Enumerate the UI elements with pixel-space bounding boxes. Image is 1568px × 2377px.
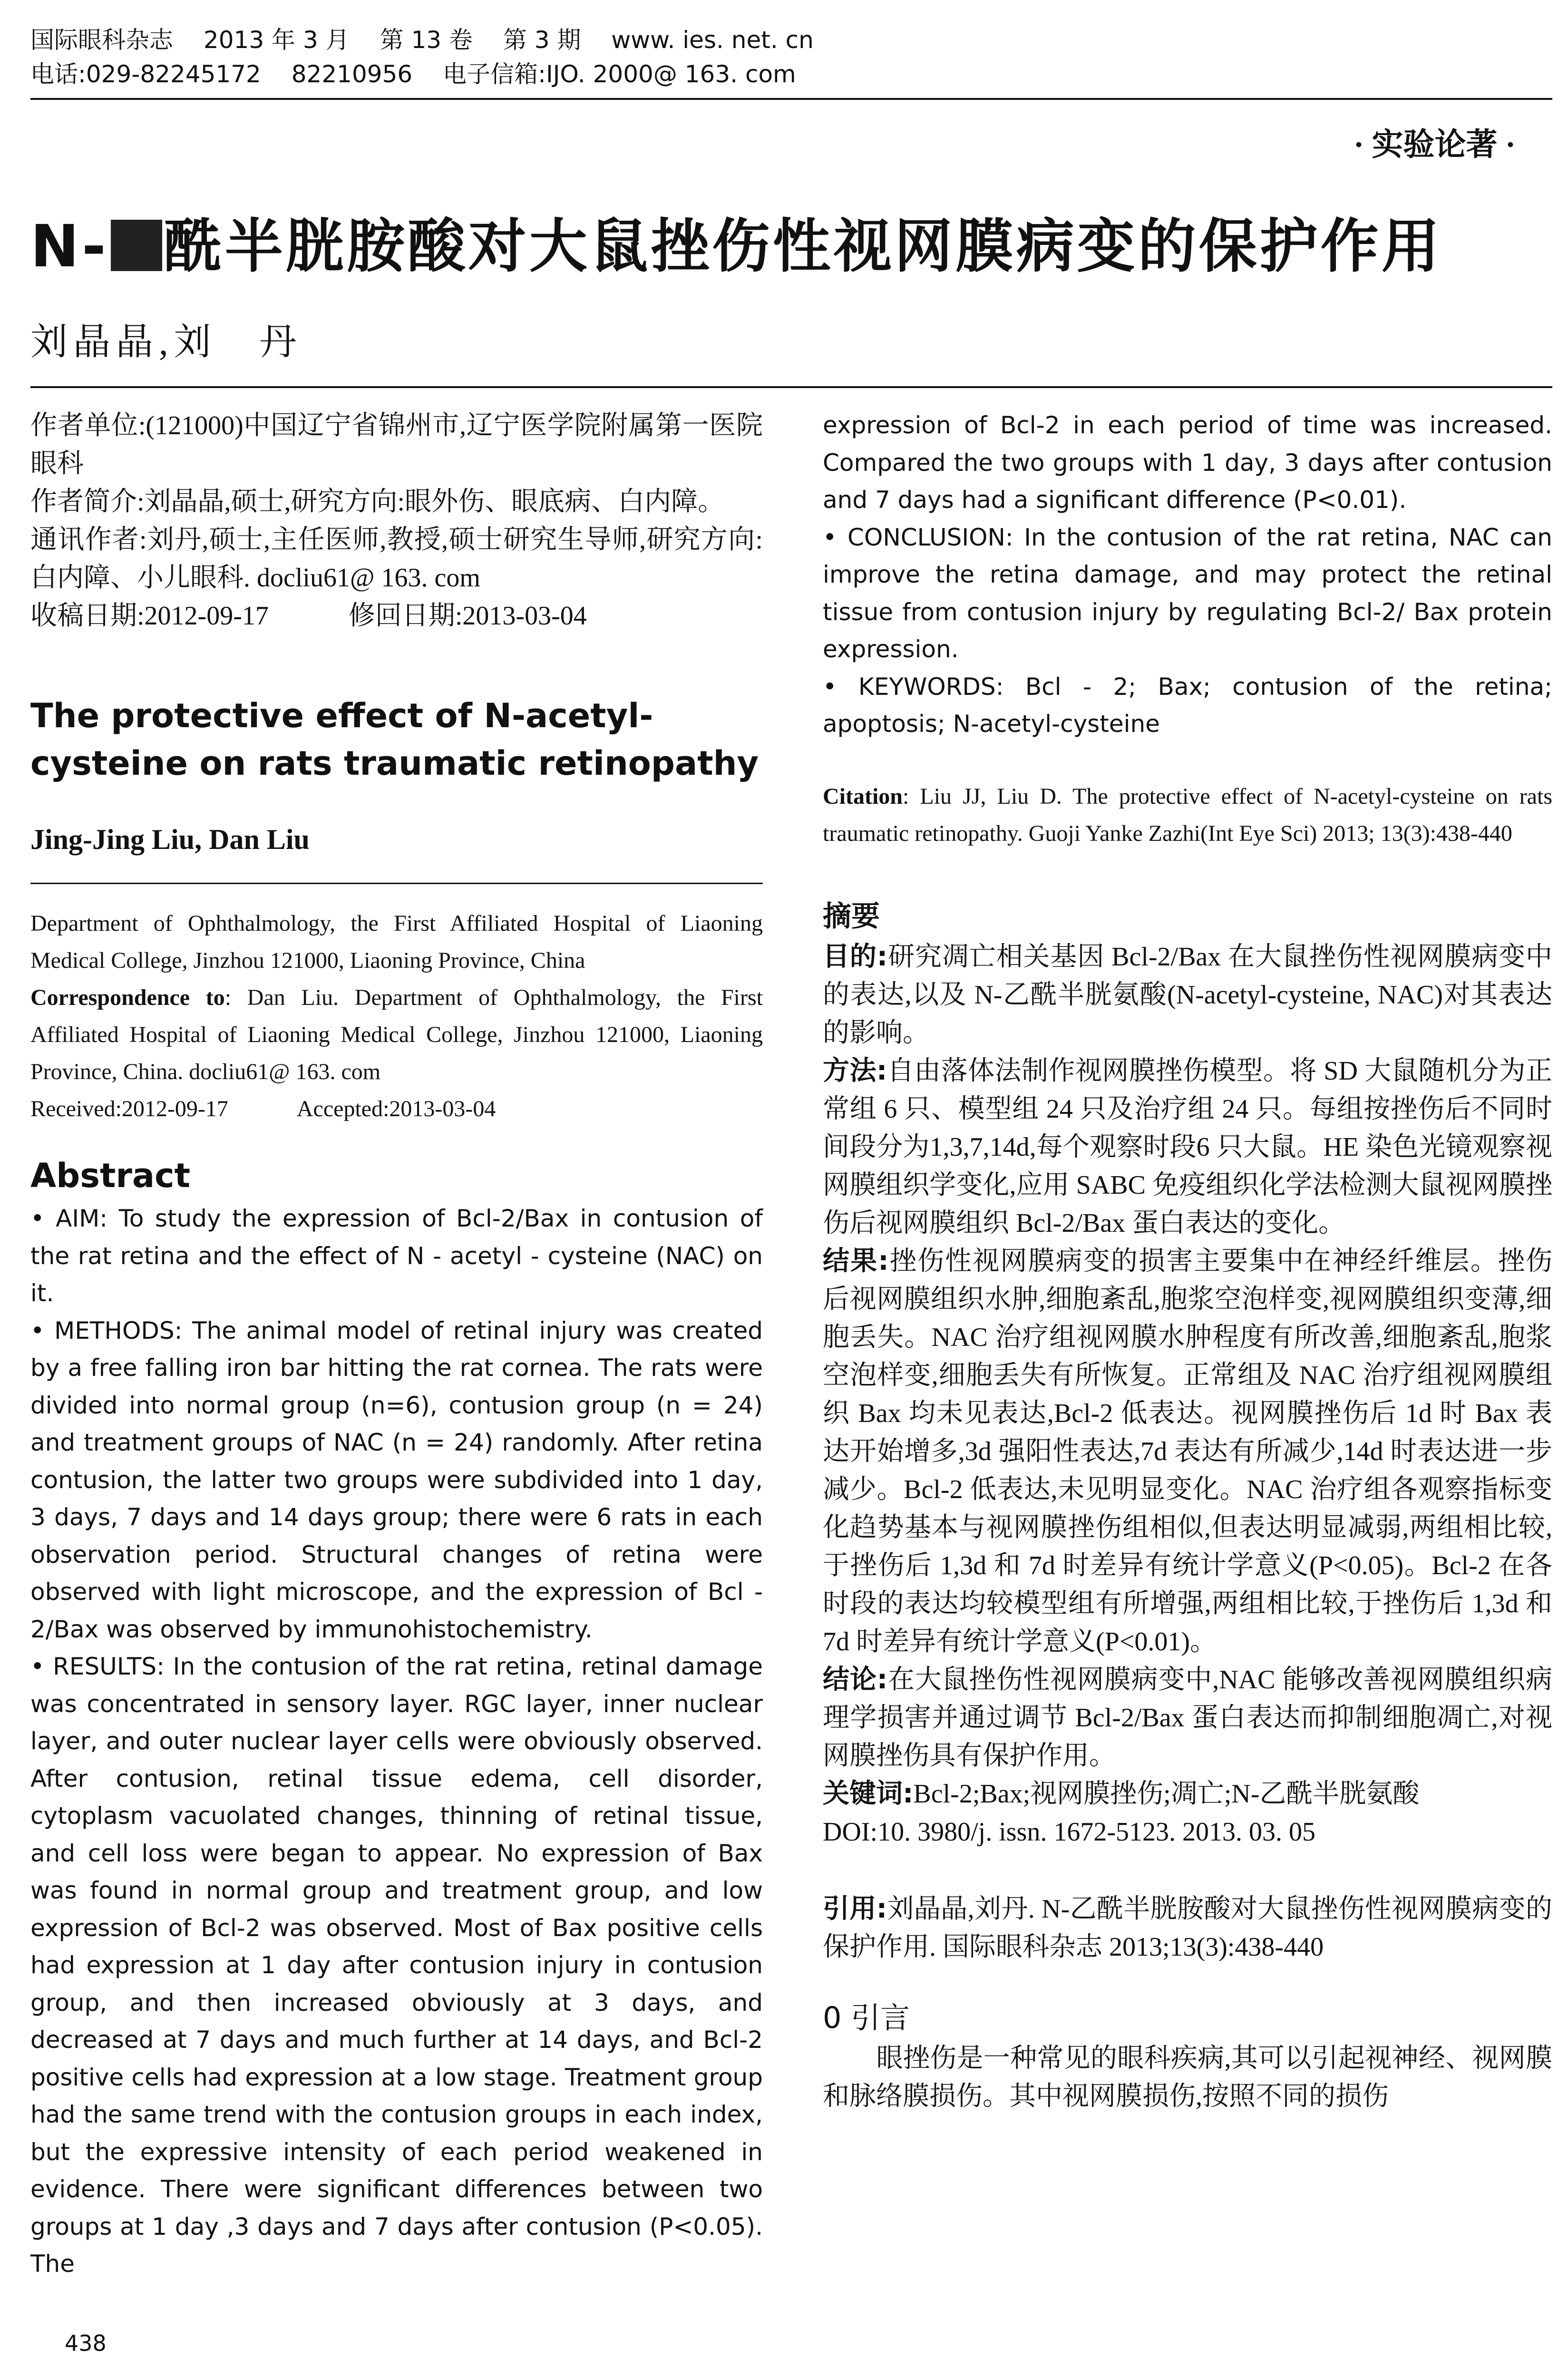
abstract-heading: Abstract — [30, 1156, 191, 1195]
methods-cn — [823, 1052, 1552, 1242]
authors-rule — [30, 883, 763, 884]
results-cn-label: 结果: — [823, 1245, 889, 1276]
header-line-2 — [30, 57, 1552, 91]
title-rule — [30, 386, 1552, 388]
citation-cn-label: 引用: — [823, 1893, 887, 1924]
issue-number: 第 3 期 — [503, 26, 581, 54]
abstract-keywords: • KEYWORDS: Bcl - 2; Bax; contusion of the retina; apoptosis; N-acetyl-cysteine — [823, 672, 1552, 738]
title-cn-prefix: N- — [30, 213, 109, 280]
results-cn-text: 挫伤性视网膜病变的损害主要集中在神经纤维层。挫伤后视网膜组织水肿,细胞紊乱,胞浆空泡样变,视网膜组织变薄,细胞丢失。NAC 治疗组视网膜水肿程度有所改善,细胞紊乱,胞浆空泡样变,细胞丢失有所恢复。正常组及 NAC 治疗组视网膜组织 Bax 均未见表达,Bcl-2 低表达。视网膜挫伤后 1d 时 Bax 表达开始增多,3d 强阳性表达,7d 表达有所减少,14d 时表达进一步减少。Bcl-2 低表达,未见明显变化。NAC 治疗组各观察指标变化趋势基本与视网膜挫伤组相似,但表达明显减弱,两组相比较,于挫伤后 1,3d 和 7d 时差异有统计学意义(P<0.05)。Bcl-2 在各时段的表达均较模型组有所增强,两组相比较,于挫伤后 1,3d 和 7d 时差异有统计学意义(P<0.01)。 — [823, 1246, 1553, 1656]
volume: 第 13 卷 — [380, 26, 473, 54]
issue-date: 2013 年 3 月 — [203, 26, 350, 54]
abstract-methods: • METHODS: The animal model of retinal injury was created by a free falling iron bar hitting the rat cornea. The rats were divided into normal group (n=6), contusion group (n = 24) and treatment groups of NAC (n = 24) randomly. After retina contusion, the latter two groups were subdivided into 1 day, 3 days, 7 days and 14 days group; there were 6 rats in each observation period. Structural changes of retina were observed with light microscope, and the expression of Bcl - 2/Bax was observed by immunohistochemistry. — [30, 1316, 763, 1643]
conclusion-cn-label: 结论: — [823, 1664, 888, 1695]
aim-cn — [823, 938, 1552, 1052]
abstract-results: • RESULTS: In the contusion of the rat retina, retinal damage was concentrated in sensory layer. RGC layer, inner nuclear layer, and outer nuclear layer cells were obviously observed. After contusion, retinal tissue edema, cell disorder, cytoplasm vacuolated changes, thinning of retinal tissue, and cell loss were began to appear. No expression of Bax was found in normal group and treatment group, and low expression of Bcl-2 was observed. Most of Bax positive cells had expression at 1 day after contusion injury in contusion group, and then increased obviously at 3 days, and decreased at 7 days and much further at 14 days, and Bcl-2 positive cells had expression at a low stage. Treatment group had the same trend with the contusion groups in each index, but the expressive intensity of each period weakened in evidence. There were significant differences between two groups at 1 day ,3 days and 7 days after contusion (P<0.05). The — [30, 1653, 763, 2278]
corresponding-cn: 通讯作者:刘丹,硕士,主任医师,教授,硕士研究生导师,研究方向:白内障、小儿眼科. docliu61@ 163. com — [30, 525, 763, 593]
abstract-cn-heading: 摘要 — [823, 899, 880, 933]
conclusion-cn-text: 在大鼠挫伤性视网膜病变中,NAC 能够改善视网膜组织病理学损害并通过调节 Bcl-2/Bax 蛋白表达而抑制细胞凋亡,对视网膜挫伤具有保护作用。 — [823, 1665, 1552, 1771]
department-en: Department of Ophthalmology, the First Affiliated Hospital of Liaoning Medical College, Jinzhou 121000, Liaoning Province, China — [30, 911, 763, 973]
results-cn — [823, 1242, 1552, 1661]
methods-cn-label: 方法: — [823, 1055, 887, 1086]
citation-label: Citation — [823, 783, 903, 809]
keywords-cn — [823, 1775, 1552, 1813]
aim-cn-text: 研究凋亡相关基因 Bcl-2/Bax 在大鼠挫伤性视网膜病变中的表达,以及 N-乙酰半胱氨酸(N-acetyl-cysteine, NAC)对其表达的影响。 — [823, 942, 1552, 1048]
bio-cn: 作者简介:刘晶晶,硕士,研究方向:眼外伤、眼底病、白内障。 — [30, 487, 725, 516]
affiliation-cn: 作者单位:(121000)中国辽宁省锦州市,辽宁医学院附属第一医院眼科 — [30, 411, 763, 478]
header-rule — [30, 98, 1552, 100]
article-type: · 实验论著 · — [1353, 127, 1516, 162]
header-line-1 — [30, 23, 1552, 57]
title-cn-rest: 酰半胱胺酸对大鼠挫伤性视网膜病变的保护作用 — [164, 213, 1442, 280]
title-cn — [30, 200, 1552, 283]
citation-cn — [823, 1890, 1552, 1966]
journal-header — [30, 23, 1552, 91]
correspondence-label: Correspondence to — [30, 985, 225, 1010]
intro-heading: 0 引言 — [823, 2000, 910, 2035]
authors-en: Jing-Jing Liu, Dan Liu — [30, 824, 310, 855]
doi: DOI:10. 3980/j. issn. 1672-5123. 2013. 03. 05 — [823, 1817, 1315, 1847]
citation-cn-text: 刘晶晶,刘丹. N-乙酰半胱胺酸对大鼠挫伤性视网膜病变的保护作用. 国际眼科杂志 2013;13(3):438-440 — [823, 1894, 1552, 1962]
right-column — [823, 407, 1552, 2115]
authors-cn: 刘晶晶,刘 丹 — [30, 321, 302, 362]
phone: 电话:029-82245172 — [30, 60, 261, 88]
left-column — [30, 407, 763, 2283]
conclusion-cn — [823, 1661, 1552, 1775]
dates-cn: 收稿日期:2012-09-17 修回日期:2013-03-04 — [30, 601, 587, 631]
abstract-aim: • AIM: To study the expression of Bcl-2/Bax in contusion of the rat retina and the effect of N - acetyl - cysteine (NAC) on it. — [30, 1205, 763, 1307]
citation-text: : Liu JJ, Liu D. The protective effect of N-acetyl-cysteine on rats traumatic retinopathy. Guoji Yanke Zazhi(Int Eye Sci) 2013; 13(3):438-440 — [823, 783, 1552, 846]
keywords-cn-text: Bcl-2;Bax;视网膜挫伤;凋亡;N-乙酰半胱氨酸 — [913, 1779, 1420, 1809]
title-en: The protective effect of N-acetyl-cysteine on rats traumatic retinopathy — [30, 696, 759, 783]
email: 电子信箱:IJO. 2000@ 163. com — [443, 60, 796, 88]
citation-en — [823, 778, 1552, 852]
journal-name: 国际眼科杂志 — [30, 26, 173, 54]
correspondence-text: : Dan Liu. Department of Ophthalmology, the First Affiliated Hospital of Liaoning Medical College, Jinzhou 121000, Liaoning Province, China. docliu61@ 163. com — [30, 985, 763, 1084]
abstract-conclusion: • CONCLUSION: In the contusion of the rat retina, NAC can improve the retina damage, and may protect the retinal tissue from contusion injury by regulating Bcl-2/ Bax protein expression. — [823, 523, 1552, 663]
page-number: 438 — [65, 2330, 107, 2356]
title-glyph-block — [111, 220, 162, 271]
phone-2: 82210956 — [291, 60, 413, 88]
dates-en: Received:2012-09-17 Accepted:2013-03-04 — [30, 1096, 496, 1121]
abstract-results-cont: expression of Bcl-2 in each period of time was increased. Compared the two groups with 1 day, 3 days after contusion and 7 days had a significant difference (P<0.01). — [823, 411, 1552, 514]
journal-website: www. ies. net. cn — [611, 26, 814, 54]
keywords-cn-label: 关键词: — [823, 1778, 914, 1809]
intro-text: 眼挫伤是一种常见的眼科疾病,其可以引起视神经、视网膜和脉络膜损伤。其中视网膜损伤,按照不同的损伤 — [823, 2043, 1552, 2111]
correspondence-en — [30, 979, 763, 1091]
methods-cn-text: 自由落体法制作视网膜挫伤模型。将 SD 大鼠随机分为正常组 6 只、模型组 24 只及治疗组 24 只。每组按挫伤后不同时间段分为1,3,7,14d,每个观察时段6 只大鼠。HE 染色光镜观察视网膜组织学变化,应用 SABC 免疫组织化学法检测大鼠视网膜挫伤后视网膜组织 Bcl-2/Bax 蛋白表达的变化。 — [823, 1056, 1552, 1238]
aim-cn-label: 目的: — [823, 941, 888, 972]
